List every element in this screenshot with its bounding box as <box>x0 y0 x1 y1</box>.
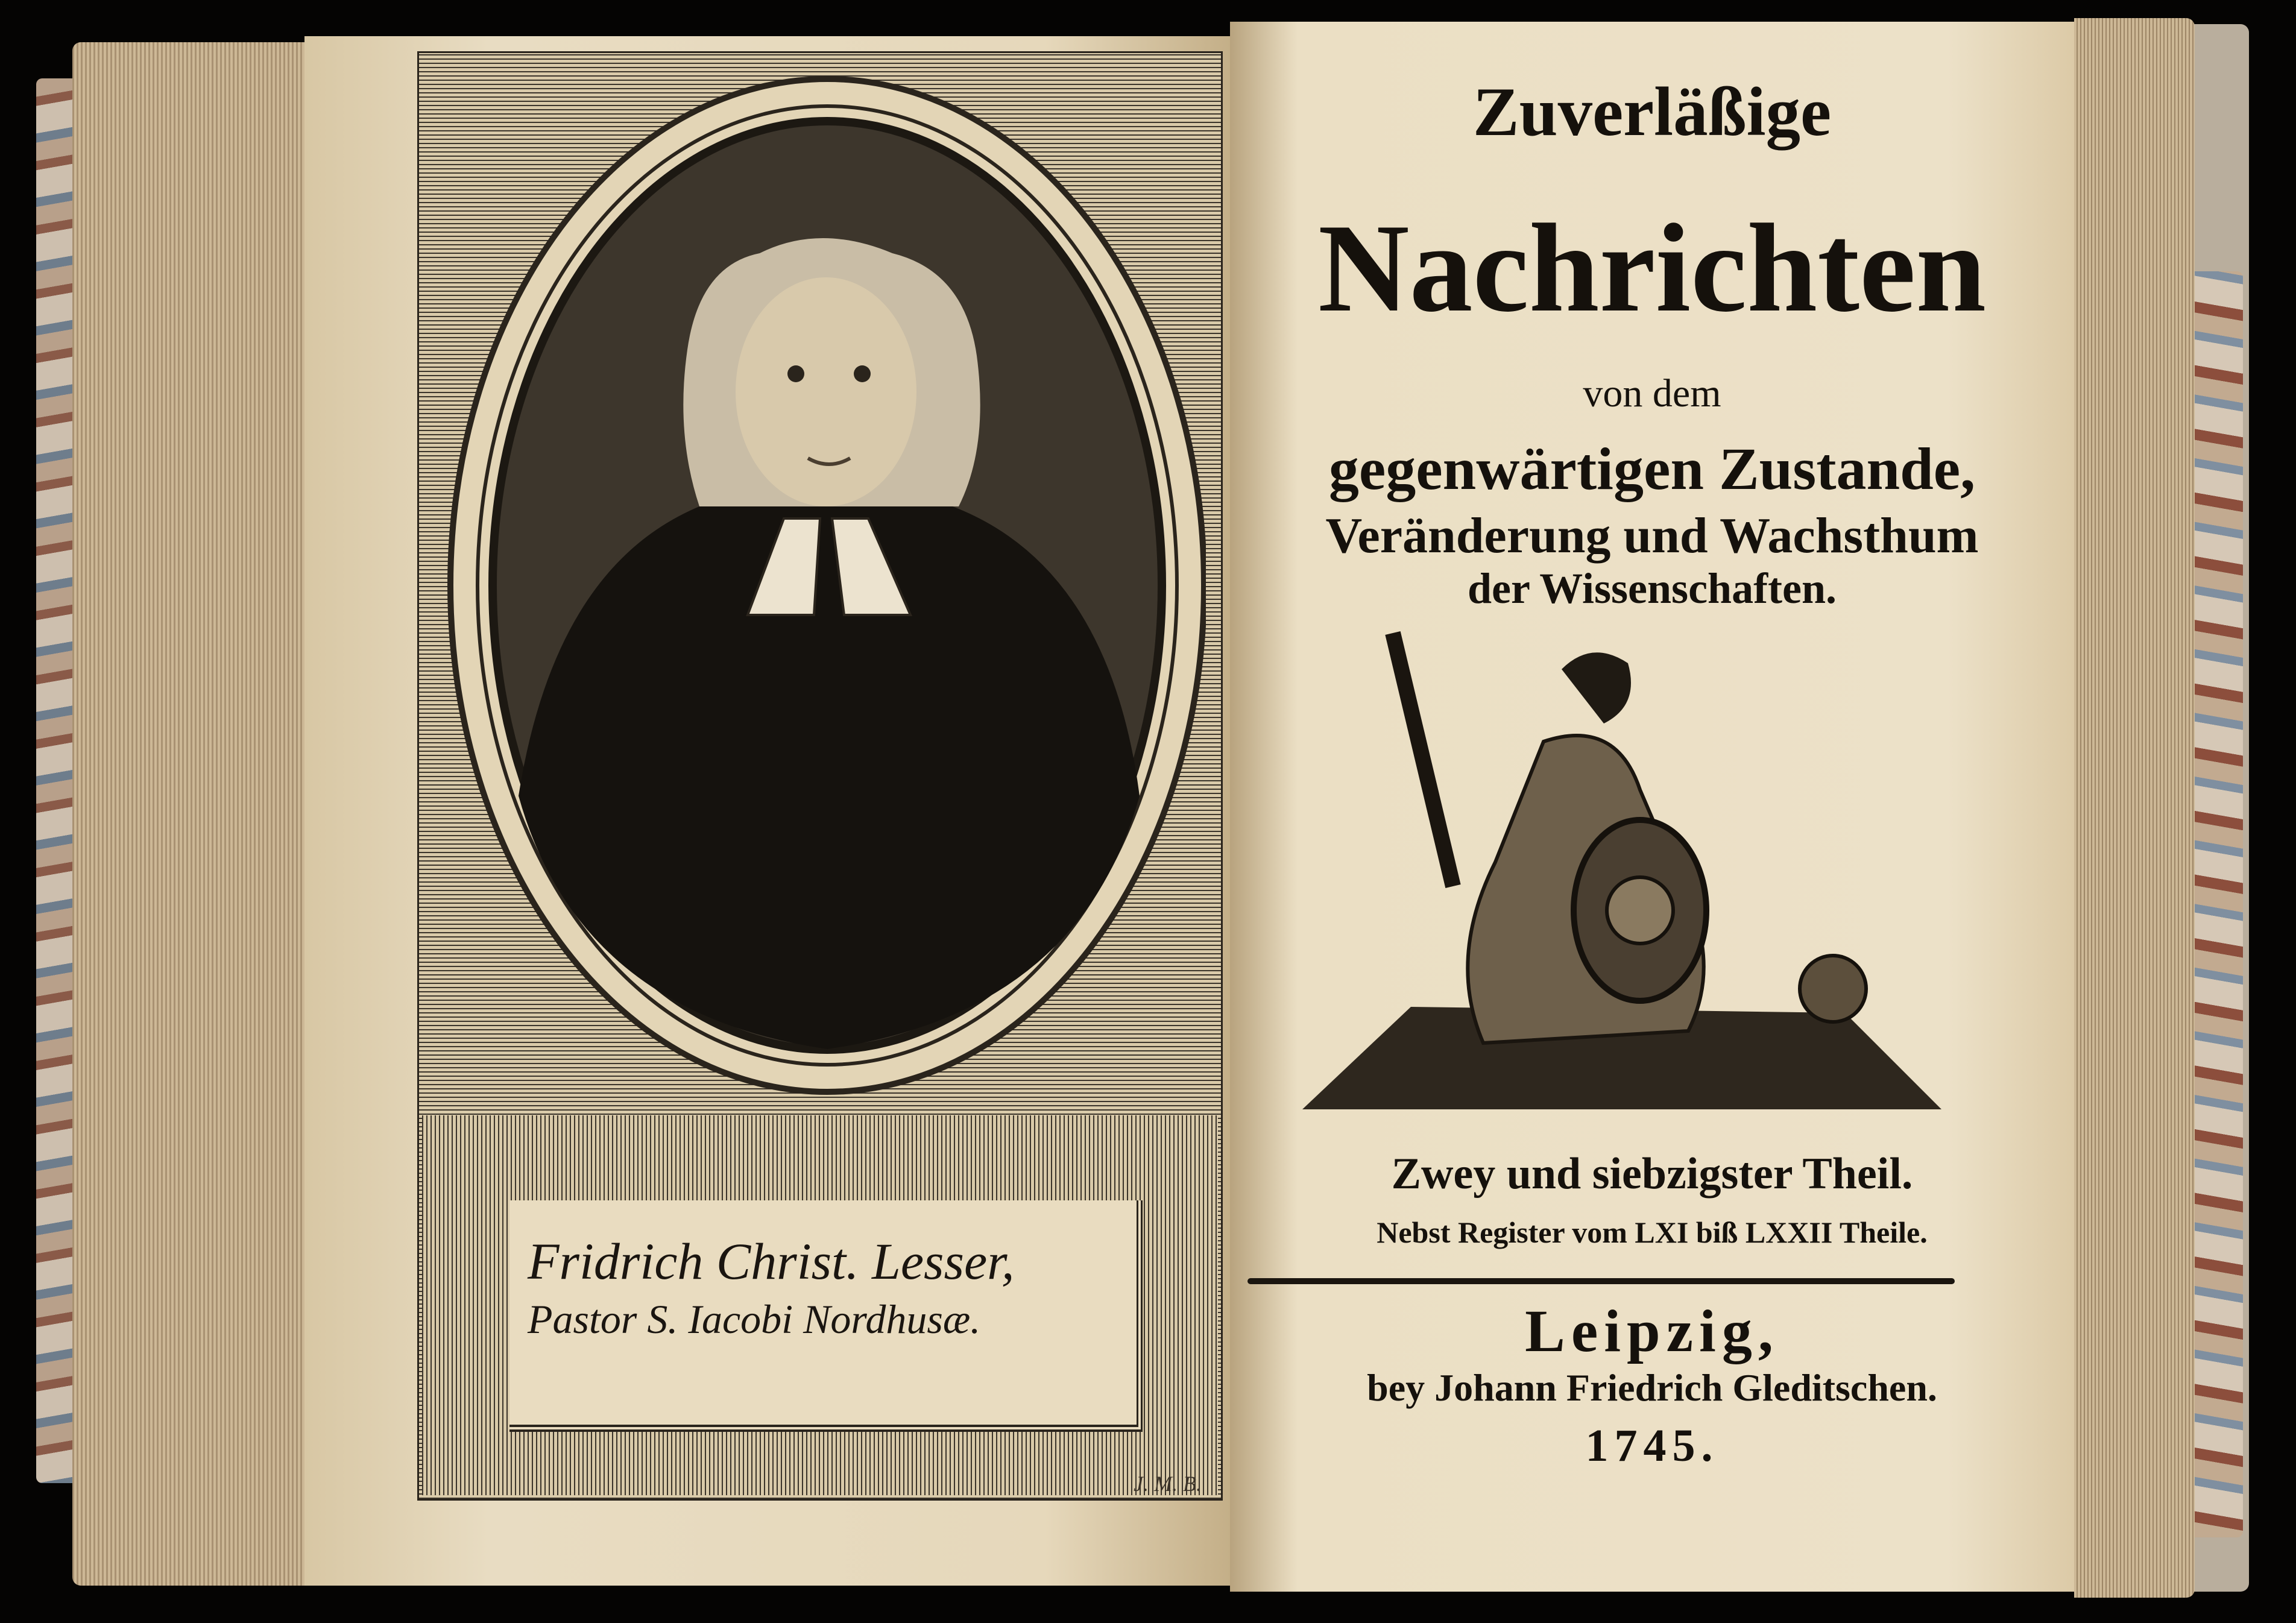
minerva-vignette <box>1302 621 1941 1127</box>
subtitle-line-4: der Wissenschaften. <box>1467 564 1837 613</box>
title-line-2: Nachrichten <box>1317 198 1987 338</box>
engraver-signature: J. M. B. <box>1134 1472 1202 1496</box>
imprint-place: Leipzig, <box>1525 1297 1779 1364</box>
part-number: Zwey und siebzigster Theil. <box>1391 1149 1913 1199</box>
imprint-publisher: bey Johann Friedrich Gleditschen. <box>1367 1366 1937 1409</box>
title-line-1: Zuverläßige <box>1472 74 1832 150</box>
horizontal-rule <box>1247 1278 1955 1284</box>
register-note: Nebst Register vom LXI biß LXXII Theile. <box>1377 1215 1928 1249</box>
portrait-engraving <box>446 72 1206 1121</box>
subtitle-line-3: Veränderung und Wachsthum <box>1325 508 1979 564</box>
subtitle-line-2: gegenwärtigen Zustande, <box>1328 435 1976 502</box>
sitter-title: Pastor S. Iacobi Nordhusæ. <box>528 1296 981 1343</box>
portrait-caption <box>509 1200 1143 1432</box>
page-edges-right <box>2074 18 2195 1598</box>
sitter-name: Fridrich Christ. Lesser, <box>528 1232 1015 1290</box>
subtitle-line-1: von dem <box>1583 371 1721 415</box>
imprint-year: 1745. <box>1585 1420 1719 1471</box>
